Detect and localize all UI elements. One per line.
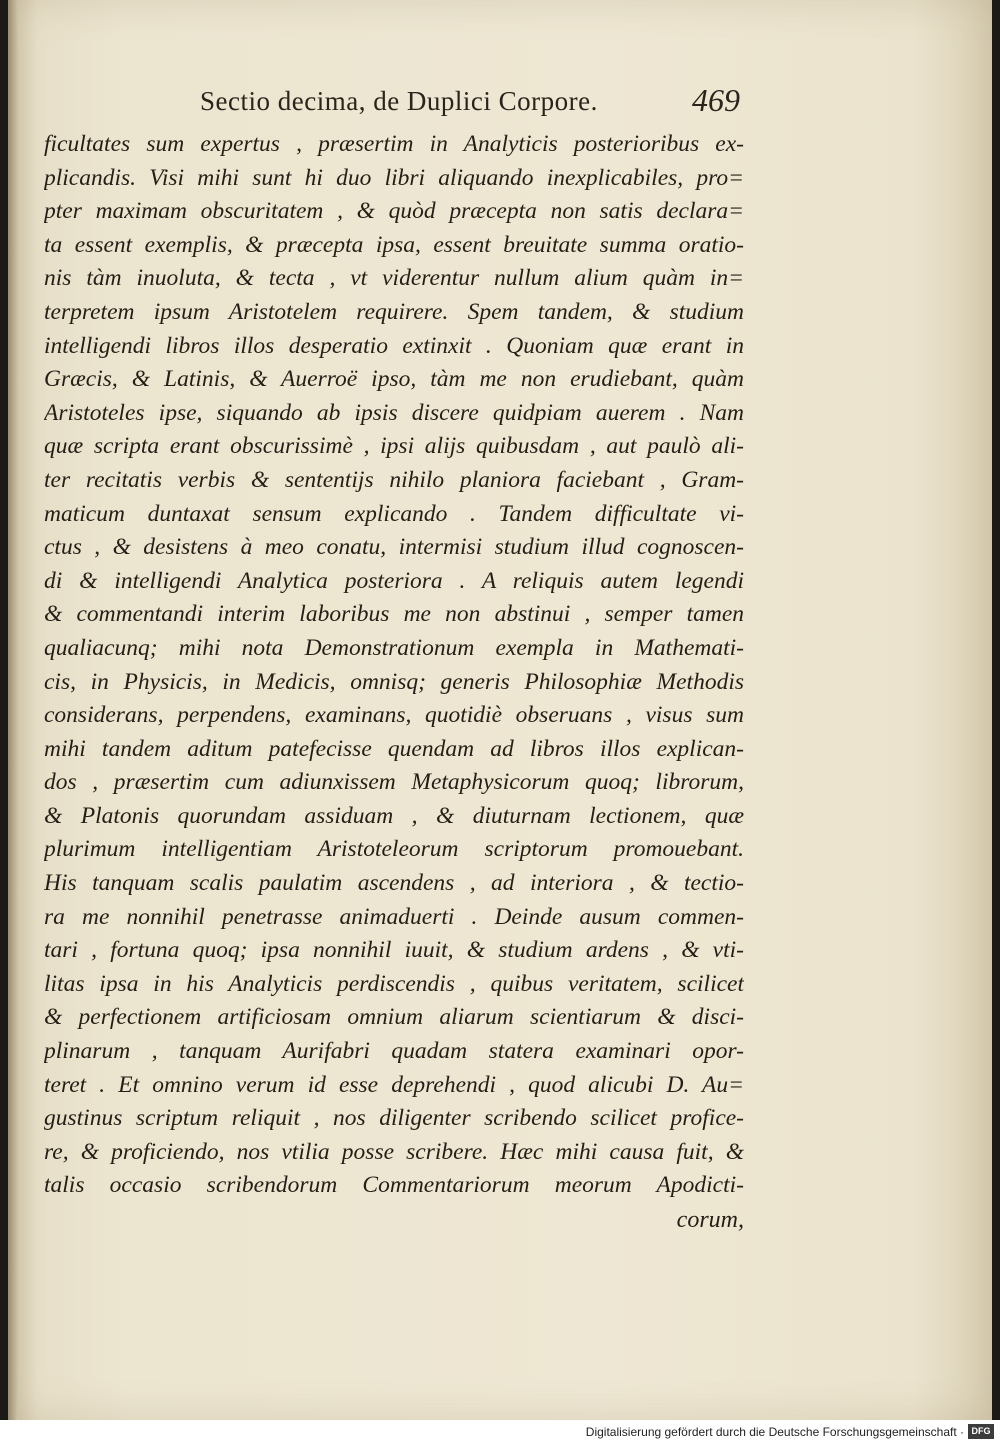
text-line: & commentandi interim laboribus me non abstinui , semper tamen — [44, 601, 744, 628]
page-header — [200, 82, 740, 122]
text-line: talis occasio scribendorum Commentariorum meorum Apodicti- — [44, 1172, 744, 1199]
text-line: intelligendi libros illos desperatio extinxit . Quoniam quæ erant in — [44, 332, 744, 359]
body-text — [44, 128, 744, 1203]
text-line: cis, in Physicis, in Medicis, omnisq; generis Philosophiæ Methodis — [44, 668, 744, 695]
text-line: His tanquam scalis paulatim ascendens , ad interiora , & tectio- — [44, 870, 744, 897]
text-line: mihi tandem aditum patefecisse quendam ad libros illos explican- — [44, 735, 744, 762]
text-line: maticum duntaxat sensum explicando . Tandem difficultate vi- — [44, 500, 744, 527]
text-line: pter maximam obscuritatem , & quòd præcepta non satis declara= — [44, 198, 744, 225]
text-line: plurimum intelligentiam Aristoteleorum scriptorum promouebant. — [44, 836, 744, 863]
funding-credit: Digitalisierung gefördert durch die Deutsche Forschungsgemeinschaft · — [585, 1425, 964, 1439]
text-line: Græcis, & Latinis, & Auerroë ipso, tàm me non erudiebant, quàm — [44, 366, 744, 393]
text-line: ter recitatis verbis & sententijs nihilo planiora faciebant , Gram- — [44, 466, 744, 493]
text-line: tari , fortuna quoq; ipsa nonnihil iuuit, & studium ardens , & vti- — [44, 937, 744, 964]
text-line: plicandis. Visi mihi sunt hi duo libri aliquando inexplicabiles, pro= — [44, 164, 744, 191]
text-line: ra me nonnihil penetrasse animaduerti . Deinde ausum commen- — [44, 903, 744, 930]
text-line: considerans, perpendens, examinans, quotidiè obseruans , visus sum — [44, 702, 744, 729]
text-line: quæ scripta erant obscurissimè , ipsi alijs quibusdam , aut paulò ali- — [44, 433, 744, 460]
text-line: nis tàm inuoluta, & tecta , vt viderentur nullum alium quàm in= — [44, 265, 744, 292]
page-gutter — [8, 0, 18, 1420]
text-line: re, & proficiendo, nos vtilia posse scribere. Hæc mihi causa fuit, & — [44, 1138, 744, 1165]
text-line: ta essent exemplis, & præcepta ipsa, essent breuitate summa oratio- — [44, 231, 744, 258]
catchword: corum, — [676, 1207, 744, 1233]
text-line: dos , præsertim cum adiunxissem Metaphysicorum quoq; librorum, — [44, 769, 744, 796]
text-line: terpretem ipsum Aristotelem requirere. Spem tandem, & studium — [44, 298, 744, 325]
footer-bar — [0, 1420, 1000, 1445]
text-line: Aristoteles ipse, siquando ab ipsis discere quidpiam auerem . Nam — [44, 399, 744, 426]
page-number: 469 — [692, 82, 740, 118]
text-line: teret . Et omnino verum id esse deprehendi , quod alicubi D. Au= — [44, 1071, 744, 1098]
running-head: Sectio decima, de Duplici Corpore. — [200, 86, 598, 116]
text-line: & perfectionem artificiosam omnium aliarum scientiarum & disci- — [44, 1004, 744, 1031]
text-line: qualiacunq; mihi nota Demonstrationum exempla in Mathemati- — [44, 634, 744, 661]
dfg-logo: DFG — [968, 1424, 994, 1439]
text-line: di & intelligendi Analytica posteriora . A reliquis autem legendi — [44, 567, 744, 594]
text-line: ficultates sum expertus , præsertim in Analyticis posterioribus ex- — [44, 131, 744, 157]
text-line: gustinus scriptum reliquit , nos diligenter scribendo scilicet profice- — [44, 1105, 744, 1132]
text-line: litas ipsa in his Analyticis perdiscendis , quibus veritatem, scilicet — [44, 970, 744, 997]
text-line: ctus , & desistens à meo conatu, intermisi studium illud cognoscen- — [44, 534, 744, 561]
text-line: plinarum , tanquam Aurifabri quadam statera examinari opor- — [44, 1038, 744, 1065]
text-line: & Platonis quorundam assiduam , & diuturnam lectionem, quæ — [44, 802, 744, 829]
